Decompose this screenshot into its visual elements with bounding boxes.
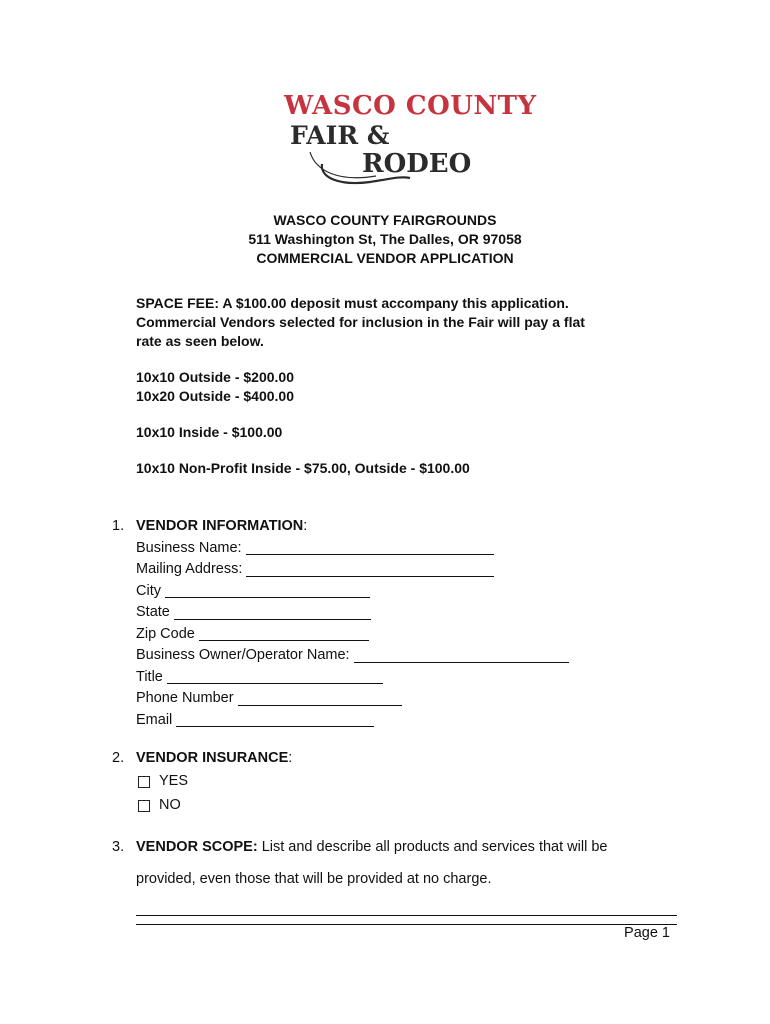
- section-title: VENDOR SCOPE:: [136, 839, 258, 855]
- insurance-yes-option[interactable]: [136, 770, 692, 794]
- scope-instruction-continued: provided, even those that will be provided at no charge.: [136, 871, 492, 887]
- fee-paragraph-line-1: SPACE FEE: A $100.00 deposit must accompany this application.: [136, 295, 569, 311]
- fair-logo-graphic: [280, 86, 537, 196]
- section-title: VENDOR INFORMATION: [136, 518, 304, 534]
- fee-paragraph-line-2: Commercial Vendors selected for inclusion in the Fair will pay a flat: [136, 314, 585, 330]
- state-field: [136, 602, 692, 624]
- title-input[interactable]: [167, 668, 383, 684]
- section-number: 3.: [112, 839, 125, 855]
- fee-information: [136, 294, 656, 478]
- email-field: [136, 710, 692, 732]
- city-input[interactable]: [165, 582, 370, 598]
- city-label: City: [136, 582, 161, 599]
- logo-line-1: WASCO COUNTY: [284, 91, 537, 121]
- owner-input[interactable]: [354, 647, 569, 663]
- zip-label: Zip Code: [136, 625, 195, 642]
- phone-label: Phone Number: [136, 690, 234, 706]
- mailing-address-input[interactable]: [246, 561, 494, 577]
- title-field: [136, 667, 692, 689]
- section-title: VENDOR INSURANCE: [136, 750, 289, 766]
- header-address: 511 Washington St, The Dalles, OR 97058: [248, 231, 522, 247]
- checkbox-icon[interactable]: [138, 776, 150, 788]
- fee-paragraph-line-3: rate as seen below.: [136, 333, 264, 349]
- document-header: [0, 211, 770, 268]
- zip-field: [136, 624, 692, 646]
- mailing-address-label: Mailing Address:: [136, 561, 243, 577]
- state-input[interactable]: [174, 604, 371, 620]
- rate-non-profit: 10x10 Non-Profit Inside - $75.00, Outside - $100.00: [136, 460, 470, 476]
- state-label: State: [136, 604, 170, 620]
- business-name-label: Business Name:: [136, 539, 242, 556]
- owner-label: Business Owner/Operator Name:: [136, 647, 350, 663]
- page-number: Page 1: [624, 925, 670, 941]
- section-number: 1.: [112, 518, 125, 534]
- scope-answer-line-1[interactable]: [136, 915, 677, 916]
- fair-logo: [280, 86, 537, 196]
- logo-line-3: RODEO: [362, 149, 472, 179]
- city-field: [136, 581, 692, 603]
- option-label: NO: [159, 796, 181, 813]
- scope-instruction: List and describe all products and services that will be: [257, 839, 608, 855]
- business-name-field: [136, 538, 692, 560]
- section-vendor-insurance: 2. VENDOR INSURANCE: YES NO: [112, 748, 692, 818]
- scope-answer-line-2[interactable]: [136, 924, 677, 925]
- header-fairgrounds: WASCO COUNTY FAIRGROUNDS: [273, 212, 497, 228]
- phone-input[interactable]: [238, 690, 402, 706]
- insurance-no-option[interactable]: [136, 794, 692, 818]
- business-name-input[interactable]: [246, 539, 494, 555]
- owner-field: [136, 645, 692, 667]
- email-label: Email: [136, 711, 173, 728]
- rate-10x10-outside: 10x10 Outside - $200.00: [136, 369, 294, 385]
- title-label: Title: [136, 668, 163, 685]
- section-number: 2.: [112, 750, 125, 766]
- section-vendor-information: 1. VENDOR INFORMATION: Business Name: Mailing Address: City State Zip Code Business Owner/Operator Name: Title Phone Number Email: [112, 516, 692, 731]
- logo-line-2: FAIR &: [290, 121, 390, 150]
- mailing-address-field: [136, 559, 692, 581]
- checkbox-icon[interactable]: [138, 800, 150, 812]
- phone-field: [136, 688, 692, 710]
- rate-10x10-inside: 10x10 Inside - $100.00: [136, 424, 283, 440]
- option-label: YES: [159, 772, 189, 789]
- header-application-title: COMMERCIAL VENDOR APPLICATION: [256, 250, 514, 266]
- rate-10x20-outside: 10x20 Outside - $400.00: [136, 388, 294, 404]
- email-input[interactable]: [176, 711, 374, 727]
- section-vendor-scope: [112, 837, 692, 890]
- zip-input[interactable]: [199, 625, 369, 641]
